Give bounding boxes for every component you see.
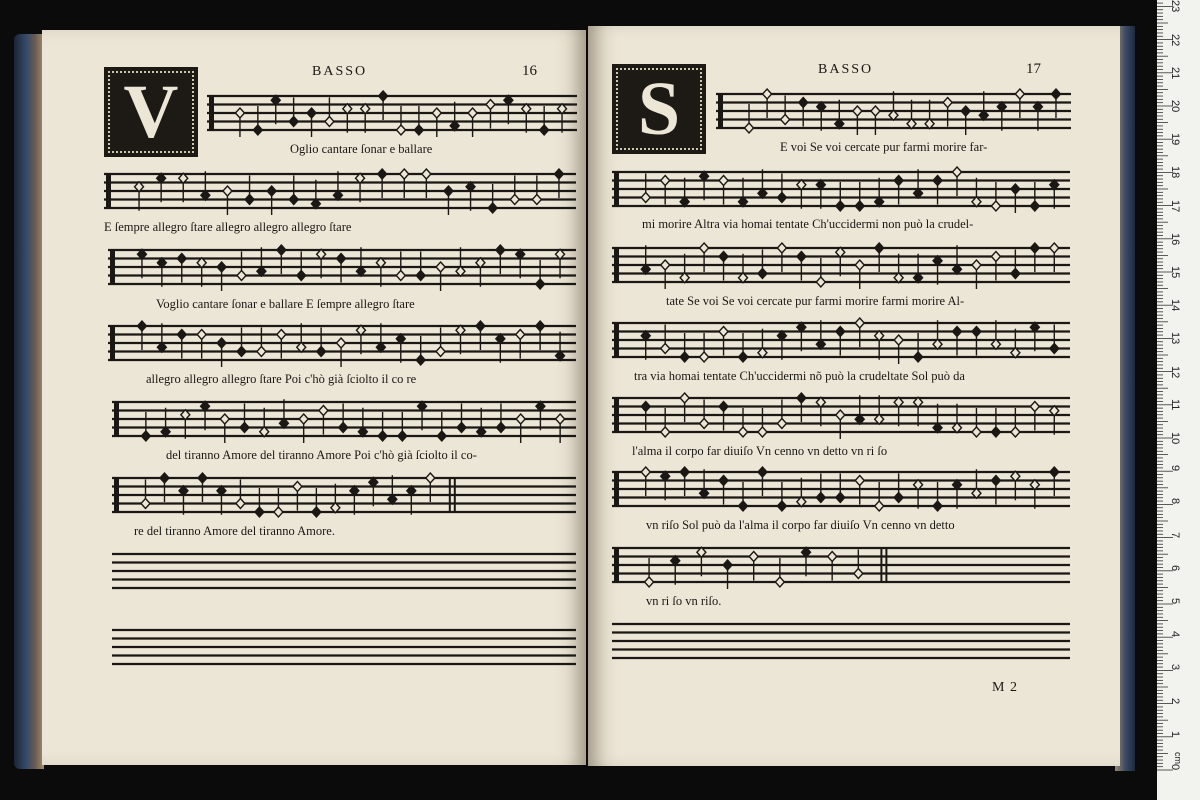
lyric-line: E voi Se voi cercate pur farmi morire far- xyxy=(780,140,988,154)
ruler-number: 23 xyxy=(1169,0,1181,13)
decorated-initial xyxy=(104,67,198,157)
ruler-number: 11 xyxy=(1169,398,1181,411)
music-staff xyxy=(108,244,576,296)
decorated-initial xyxy=(612,64,706,154)
ruler-number: 20 xyxy=(1169,100,1181,113)
music-staff xyxy=(104,168,576,220)
ruler-number: 12 xyxy=(1169,365,1181,378)
music-staff xyxy=(108,320,576,372)
lyric-line: tate Se voi Se voi cercate pur farmi morire farmi morire Al- xyxy=(666,294,965,308)
ruler-number: 22 xyxy=(1169,33,1181,46)
book-cover-left xyxy=(14,34,44,769)
page-number: 16 xyxy=(522,63,537,79)
lyric-line: vn riſo Sol può da l'alma il corpo far diuiſo Vn cenno vn detto xyxy=(646,518,955,532)
empty-staff xyxy=(612,618,1070,670)
left-page xyxy=(42,30,586,765)
ornament-border xyxy=(108,71,194,153)
lyric-line: re del tiranno Amore del tiranno Amore. xyxy=(134,524,335,538)
ruler-number: 5 xyxy=(1169,598,1181,605)
music-staff xyxy=(612,542,1070,594)
ruler-number: 0 xyxy=(1169,764,1181,771)
music-staff xyxy=(716,88,1071,140)
ruler-number: 14 xyxy=(1169,299,1181,312)
music-staff xyxy=(612,242,1070,294)
ruler-number: 9 xyxy=(1169,465,1181,472)
empty-staff xyxy=(112,624,576,676)
ruler-number: 15 xyxy=(1169,266,1181,279)
ruler-number: 19 xyxy=(1169,133,1181,146)
ornament-border xyxy=(616,68,702,150)
page-header: BASSO xyxy=(312,64,368,79)
signature-mark: M 2 xyxy=(992,680,1018,695)
lyric-line: mi morire Altra via homai tentate Ch'uccidermi non può la crudel- xyxy=(642,217,974,231)
lyric-line: Oglio cantare ſonar e ballare xyxy=(290,142,433,156)
lyric-line: E ſempre allegro ſtare allegro allegro allegro ſtare xyxy=(104,220,352,234)
ruler-number: 21 xyxy=(1169,66,1181,80)
ruler-number: 3 xyxy=(1169,664,1181,671)
measurement-ruler xyxy=(1157,0,1200,800)
page-header: BASSO xyxy=(818,62,874,77)
lyric-line: l'alma il corpo far diuiſo Vn cenno vn detto vn ri ſo xyxy=(632,444,888,458)
music-staff xyxy=(207,90,577,142)
lyric-line: tra via homai tentate Ch'uccidermi nõ può la crudeltate Sol può da xyxy=(634,369,965,383)
music-staff xyxy=(612,392,1070,444)
initial-letter: V xyxy=(123,70,179,154)
music-staff xyxy=(612,166,1070,218)
page-number: 17 xyxy=(1026,61,1041,77)
ruler-number: 18 xyxy=(1169,166,1181,179)
ruler-number: 4 xyxy=(1169,631,1181,638)
lyric-line: allegro allegro allegro ſtare Poi c'hò già ſciolto il co re xyxy=(146,372,417,386)
ruler-number: 10 xyxy=(1169,432,1181,445)
lyric-line: vn ri ſo vn riſo. xyxy=(646,594,722,608)
ruler-number: 13 xyxy=(1169,332,1181,345)
initial-letter: S xyxy=(637,67,681,151)
right-page xyxy=(588,26,1120,766)
empty-staff xyxy=(112,548,576,600)
ruler-number: 7 xyxy=(1169,531,1181,538)
ruler-number: 1 xyxy=(1169,730,1181,737)
ruler-number: 16 xyxy=(1169,232,1181,246)
music-staff xyxy=(612,317,1070,369)
music-staff xyxy=(112,396,576,448)
lyric-line: del tiranno Amore del tiranno Amore Poi c'hò già ſciolto il co- xyxy=(166,448,477,462)
music-staff xyxy=(112,472,576,524)
ruler-number: 6 xyxy=(1169,564,1181,571)
ruler-number: 17 xyxy=(1169,199,1181,212)
ruler-number: 8 xyxy=(1169,498,1181,505)
lyric-line: Voglio cantare ſonar e ballare E ſempre allegro ſtare xyxy=(156,297,415,311)
music-staff xyxy=(612,466,1070,518)
ruler-number: 2 xyxy=(1169,697,1181,704)
ruler-unit-label: cm xyxy=(1173,752,1183,764)
